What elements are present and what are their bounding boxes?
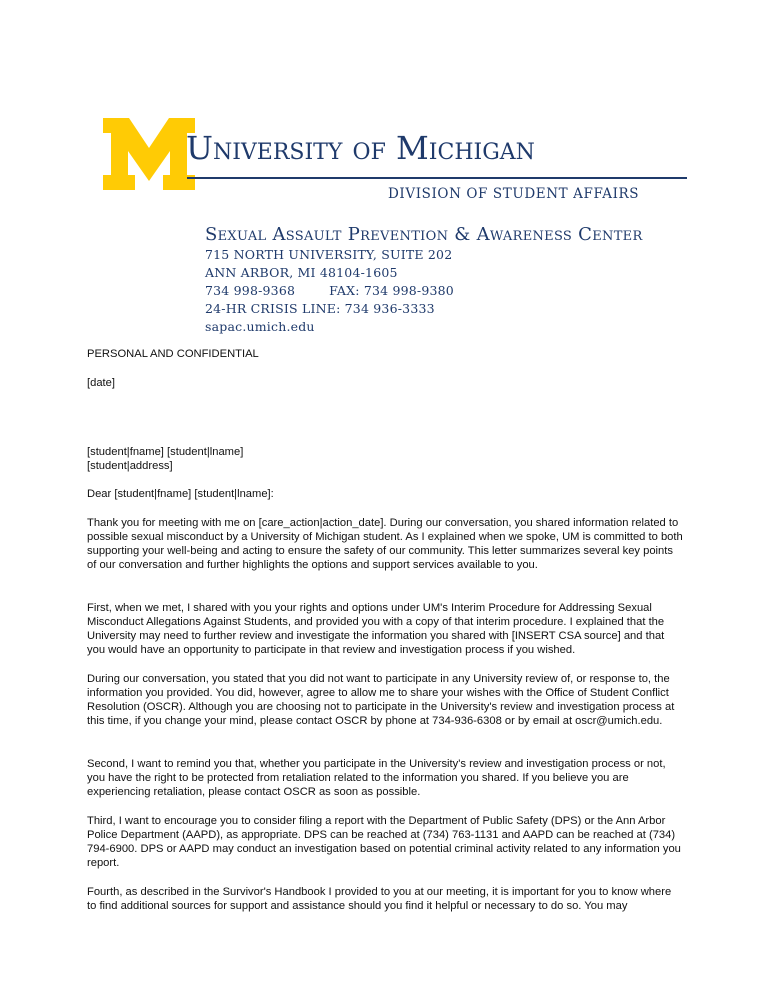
salutation: Dear [student|fname] [student|lname]:: [87, 488, 274, 500]
letterhead-divider: [187, 177, 687, 179]
paragraph-conversation: During our conversation, you stated that you did not want to participate in any University review of, or response to, the information you provided. You did, however, agree to allow me to share your wishes with the Office of Student Conflict Resolution (OSCR). Although you are choosing not to participate in the University's review and investigation process at this time, if you change your mind, please contact OSCR by phone at 734-936-6308 or by email at oscr@umich.edu.: [87, 673, 675, 727]
confidential-label: PERSONAL AND CONFIDENTIAL: [87, 348, 259, 360]
website: sapac.umich.edu: [205, 319, 315, 334]
university-name: University of Michigan: [186, 129, 535, 167]
paragraph-first: First, when we met, I shared with you your rights and options under UM's Interim Procedure for Addressing Sexual Misconduct Allegations Against Students, and provided you with a copy of that interim procedure. I explained that the University may need to further review and investigate the information you shared with [INSERT CSA source] and that you would have an opportunity to participate in that review and investigation process if you wished.: [87, 602, 665, 656]
paragraph-third: Third, I want to encourage you to consider filing a report with the Department of Public Safety (DPS) or the Ann Arbor Police Department (AAPD), as appropriate. DPS can be reached at (734) 763-1131 and AAPD can be reached at (734) 794-6900. DPS or AAPD may conduct an investigation based on potential criminal activity related to any information you report.: [87, 815, 681, 869]
division-name: DIVISION OF STUDENT AFFAIRS: [388, 186, 640, 202]
paragraph-fourth: Fourth, as described in the Survivor's Handbook I provided to you at our meeting, it is important for you to know where to find additional sources for support and assistance should you find it helpful or necessary to do so. You may: [87, 886, 672, 912]
address-city: ANN ARBOR, MI 48104-1605: [205, 265, 398, 280]
letter-date: [date]: [87, 377, 115, 389]
paragraph-intro: Thank you for meeting with me on [care_action|action_date]. During our conversation, you shared information related to possible sexual misconduct by a University of Michigan student. As I explained when we spoke, UM is committed to both supporting your well-being and acting to ensure the safety of our community. This letter summarizes several key points of our conversation and further highlights the options and support services available to you.: [87, 517, 683, 571]
address-street: 715 NORTH UNIVERSITY, SUITE 202: [205, 247, 453, 262]
crisis-line: 24-HR CRISIS LINE: 734 936-3333: [205, 301, 435, 316]
paragraph-second: Second, I want to remind you that, whether you participate in the University's review and investigation process or not, you have the right to be protected from retaliation related to the information you shared. If you believe you are experiencing retaliation, please contact OSCR as soon as possible.: [87, 758, 666, 798]
center-name: Sexual Assault Prevention & Awareness Center: [205, 224, 643, 245]
phone-fax-line: [205, 283, 454, 298]
phone-number: 734 998-9368: [205, 283, 296, 298]
recipient-address: [student|address]: [87, 460, 173, 472]
recipient-name: [student|fname] [student|lname]: [87, 446, 244, 458]
fax-number: FAX: 734 998-9380: [329, 283, 454, 298]
block-m-logo: [103, 118, 195, 190]
